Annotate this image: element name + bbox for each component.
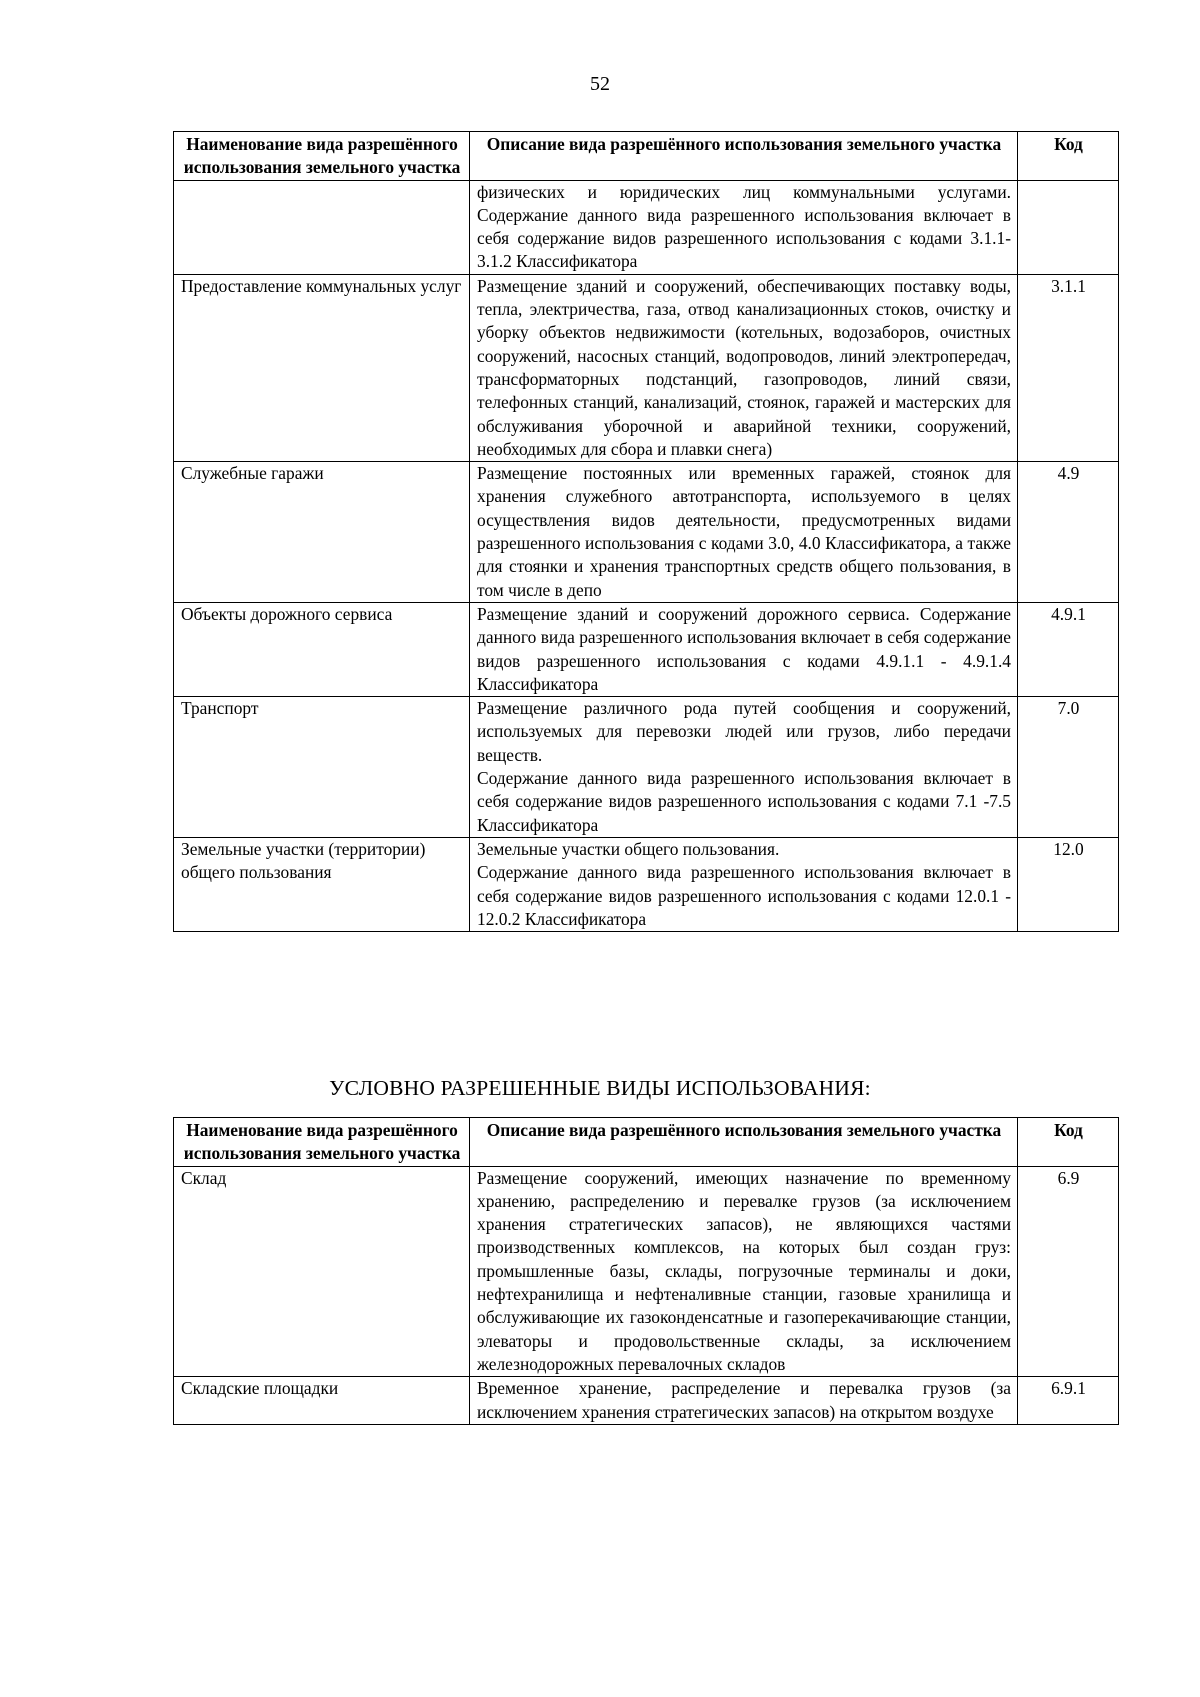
table1-body [174,180,1119,932]
description-paragraph: Размещение различного рода путей сообщения и сооружений, используемых для перевозки людей или грузов, либо передачи веществ. [477,698,1011,765]
header-name: Наименование вида разрешённого использования земельного участка [174,1118,470,1167]
use-code-cell: 3.1.1 [1018,274,1119,461]
table-row [174,462,1119,603]
use-name-cell: Транспорт [174,697,470,838]
use-code-cell: 6.9 [1018,1166,1119,1377]
header-name: Наименование вида разрешённого использования земельного участка [174,132,470,181]
table2-body [174,1166,1119,1424]
description-paragraph: Размещение сооружений, имеющих назначение по временному хранению, распределению и перевалке грузов (за исключением хранения стратегических запасов), не являющихся частями производственных комплексов, на которых был создан груз: промышленные базы, склады, погрузочные терминалы и доки, нефтехранилища и нефтеналивные станции, газовые хранилища и обслуживающие их газоконденсатные и газоперекачивающие станции, элеваторы и продовольственные склады, за исключением железнодорожных перевалочных складов [477,1167,1011,1374]
use-code-cell: 4.9.1 [1018,602,1119,696]
description-paragraph: физических и юридических лиц коммунальными услугами. Содержание данного вида разрешенного использования включает в себя содержание видов разрешенного использования с кодами 3.1.1-3.1.2 Классификатора [477,181,1011,272]
use-description-cell [470,274,1018,461]
use-name-cell: Склад [174,1166,470,1377]
table-row [174,837,1119,931]
use-name-cell: Земельные участки (территории) общего пользования [174,837,470,931]
use-description-cell [470,697,1018,838]
permitted-uses-table [173,131,1119,932]
use-code-cell: 6.9.1 [1018,1377,1119,1425]
header-description: Описание вида разрешённого использования земельного участка [470,132,1018,181]
table-row [174,1166,1119,1377]
use-description-cell [470,837,1018,931]
use-name-cell: Объекты дорожного сервиса [174,602,470,696]
description-paragraph: Размещение постоянных или временных гаражей, стоянок для хранения служебного автотранспорта, используемого в целях осуществления видов деятельности, предусмотренных видами разрешенного использования с кодами 3.0, 4.0 Классификатора, а также для стоянки и хранения транспортных средств общего пользования, в том числе в депо [477,463,1011,600]
table-header-row [174,132,1119,181]
use-name-cell: Служебные гаражи [174,462,470,603]
conditional-uses-table [173,1117,1119,1425]
table-header-row [174,1118,1119,1167]
page-number: 52 [590,73,610,95]
use-description-cell [470,602,1018,696]
use-description-cell [470,1166,1018,1377]
description-paragraph: Размещение зданий и сооружений дорожного сервиса. Содержание данного вида разрешенного использования включает в себя содержание видов разрешенного использования с кодами 4.9.1.1 - 4.9.1.4 Классификатора [477,603,1011,694]
description-paragraph: Содержание данного вида разрешенного использования включает в себя содержание видов разрешенного использования с кодами 7.1 -7.5 Классификатора [477,768,1011,835]
description-paragraph: Размещение зданий и сооружений, обеспечивающих поставку воды, тепла, электричества, газа, отвод канализационных стоков, очистку и уборку объектов недвижимости (котельных, водозаборов, очистных сооружений, насосных станций, водопроводов, линий электропередач, трансформаторных подстанций, газопроводов, линий связи, телефонных станций, канализаций, стоянок, гаражей и мастерских для обслуживания уборочной и аварийной техники, сооружений, необходимых для сбора и плавки снега) [477,275,1011,459]
use-name-cell [174,180,470,274]
use-description-cell [470,180,1018,274]
use-description-cell [470,1377,1018,1425]
header-description: Описание вида разрешённого использования земельного участка [470,1118,1018,1167]
table-row [174,1377,1119,1425]
use-code-cell [1018,180,1119,274]
description-paragraph: Земельные участки общего пользования. [477,838,780,859]
header-code: Код [1018,132,1119,181]
use-code-cell: 12.0 [1018,837,1119,931]
table-row [174,274,1119,461]
use-name-cell: Предоставление коммунальных услуг [174,274,470,461]
use-code-cell: 7.0 [1018,697,1119,838]
use-code-cell: 4.9 [1018,462,1119,603]
header-code: Код [1018,1118,1119,1167]
table-row [174,602,1119,696]
use-name-cell: Складские площадки [174,1377,470,1425]
description-paragraph: Временное хранение, распределение и перевалка грузов (за исключением хранения стратегических запасов) на открытом воздухе [477,1378,1011,1422]
section-heading: УСЛОВНО РАЗРЕШЕННЫЕ ВИДЫ ИСПОЛЬЗОВАНИЯ: [329,1076,871,1100]
table-row [174,697,1119,838]
description-paragraph: Содержание данного вида разрешенного использования включает в себя содержание видов разрешенного использования с кодами 12.0.1 - 12.0.2 Классификатора [477,862,1011,929]
use-description-cell [470,462,1018,603]
table-row [174,180,1119,274]
